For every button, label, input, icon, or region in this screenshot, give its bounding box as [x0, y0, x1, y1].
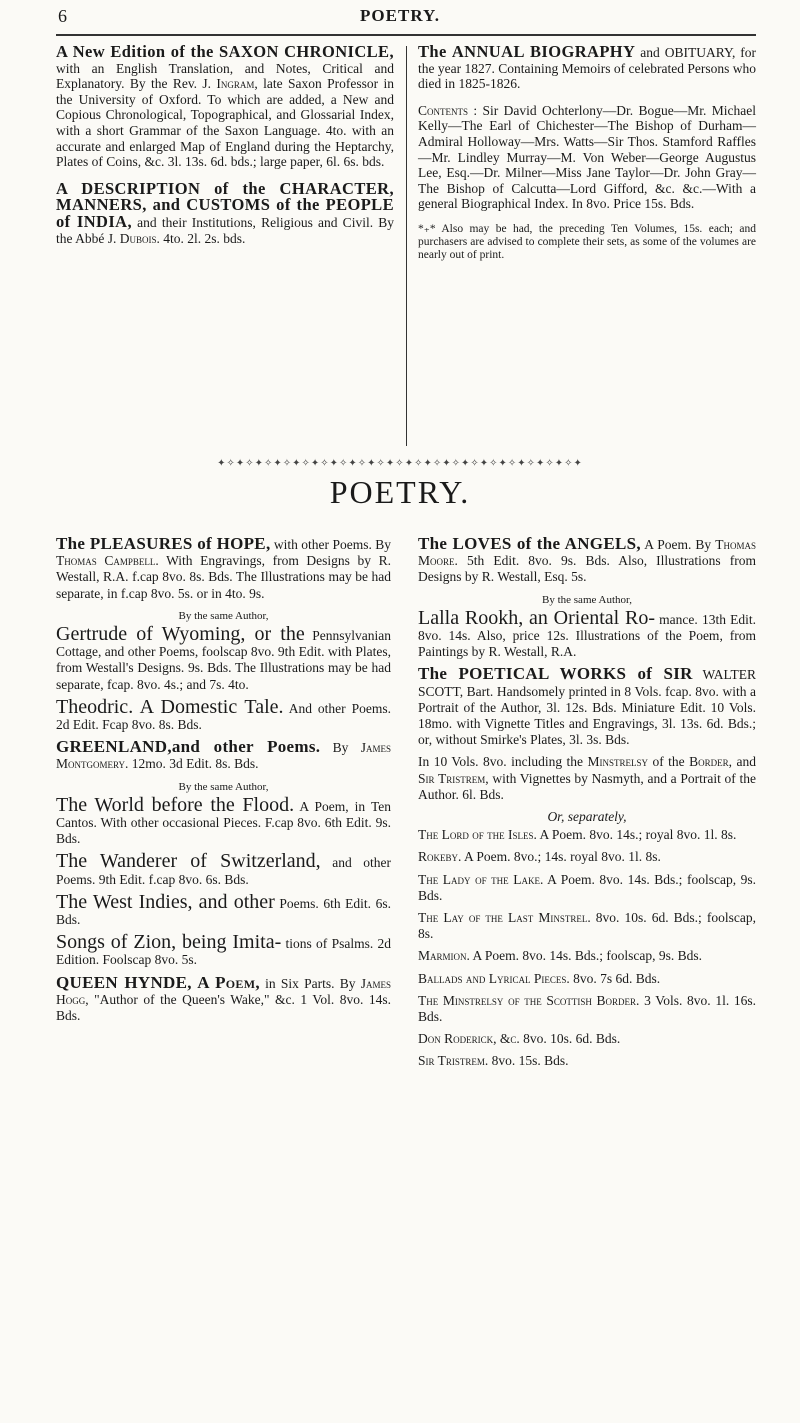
listing-title: The LOVES of the ANGELS, — [418, 534, 641, 553]
contents-text: Sir David Ochterlony—Dr. Bogue—Mr. Michael Kelly—The Earl of Chichester—The Bishop of Durham—Admiral Holloway—Mrs. Watts—Sir Thos. Stamford Raffles—Mr. Lindley Murray—M. Von Weber—George Augustus Lee, Esq.—Dr. Milner—Miss Jane Taylor—Dr. John Gray—The Bishop of Calcutta—Lord Gifford, &c. &c.—With a general Biographical Index. In 8vo. Price 15s. Bds. — [418, 102, 756, 212]
list-item — [418, 1053, 756, 1069]
listing-gertrude — [56, 623, 391, 693]
listing-title: The West Indies, and other — [56, 890, 275, 913]
author-name: James Montgomery. — [56, 740, 391, 772]
listing-title-part: Poem, — [215, 972, 260, 992]
work-name: The Lord of the Isles. — [418, 827, 537, 843]
listing-text: A Poem. By — [640, 537, 716, 552]
listing-text: WALTER SCOTT, Bart. Handsomely printed in 8 Vols. fcap. 8vo. with a Portrait of the Author, 3l. 12s. Bds. Miniature Edit. 10 Vols. 18mo. with Vignette Titles and Engravings, 3l. 13s. 6d. Bds.; or, without Smirke's Plates, 3l. 3s. Bds. — [418, 667, 756, 748]
work-name: Minstrelsy — [587, 754, 649, 770]
list-item — [418, 948, 756, 964]
listing-text: With Engravings, from Designs by R. Westall, R.A. f.cap 8vo. 8s. Bds. The Illustrations may be had separate, in f.cap 8vo. 5s. or in 4to. 9s. — [56, 553, 391, 601]
work-name: The Minstrelsy of the Scottish Border. — [418, 992, 640, 1008]
listing-text: And other Poems. 2d Edit. Fcap 8vo. 8s. Bds. — [56, 700, 391, 733]
list-item — [418, 849, 756, 865]
right-column — [418, 44, 756, 273]
author-name: Dubois. — [119, 230, 160, 246]
listing-queen-hynde — [56, 972, 392, 1025]
list-item — [418, 993, 756, 1025]
section-title: POETRY. — [329, 474, 471, 510]
listing-text: and OBITUARY, for the year 1827. Containing Memoirs of celebrated Persons who died in 1825-1826. — [418, 45, 757, 92]
listing-note: *₊* Also may be had, the preceding Ten Volumes, 15s. each; and purchasers are advised to complete their sets, as some of the volumes are nearly out of print. — [418, 222, 756, 261]
byline: By the same Author, — [542, 593, 632, 606]
listing-title: A DESCRIPTION of the CHARACTER, MANNERS, and CUSTOMS of the PEOPLE of INDIA, — [56, 178, 394, 231]
list-item — [418, 1031, 756, 1047]
listing-title: QUEEN HYNDE, A — [56, 972, 210, 992]
listing-text: 8vo. 10s. 6d. Bds. — [519, 1031, 621, 1047]
listing-text: A Poem. 8vo.; 14s. royal 8vo. 1l. 8s. — [461, 849, 661, 865]
listing-text: 8vo. 15s. Bds. — [488, 1053, 569, 1069]
work-name: The Lady of the Lake. — [418, 871, 544, 887]
work-name: Rokeby. — [418, 849, 462, 865]
author-name: Ingram, — [216, 76, 258, 92]
listing-title: A New Edition of the SAXON CHRONICLE, — [56, 42, 394, 61]
listing-title: Theodric. A Domestic Tale. — [56, 695, 284, 718]
poetry-listings — [56, 536, 756, 1416]
listing-text: In 10 Vols. 8vo. including the — [418, 754, 588, 770]
listing-pleasures-of-hope — [56, 536, 391, 602]
listing-text: of the — [648, 754, 690, 770]
listing-text: with other Poems. By — [270, 537, 391, 552]
listing-text: "Author of the Queen's Wake," &c. 1 Vol. 8vo. 14s. Bds. — [56, 991, 391, 1024]
column-divider — [406, 46, 407, 446]
separately-heading: Or, separately, — [547, 809, 627, 825]
list-item — [418, 872, 756, 904]
listing-text: A Poem, in Ten Cantos. With other occasional Pieces. F.cap 8vo. 6th Edit. 9s. Bds. — [56, 798, 391, 847]
contents-label: Contents : — [418, 102, 478, 118]
listing-text: with an English Translation, and Notes, Critical and Explanatory. By the Rev. J. — [56, 60, 394, 92]
poetry-left-column — [56, 536, 391, 1030]
left-column — [56, 44, 394, 257]
listing-scott-works — [418, 666, 756, 748]
poetry-right-column — [418, 536, 756, 1076]
listing-india — [56, 178, 395, 246]
list-item — [418, 910, 756, 942]
listing-title: Gertrude of Wyoming, or the — [56, 623, 305, 646]
listing-text: in Six Parts. By — [259, 975, 361, 991]
work-name: Border, — [689, 754, 733, 770]
listing-theodric — [56, 695, 391, 733]
listing-greenland — [56, 739, 391, 772]
listing-text: mance. 13th Edit. 8vo. 14s. Also, price 12s. Illustrations of the Poem, from Paintings by R. Westall, R.A. — [418, 611, 756, 660]
listing-lalla-rookh — [418, 606, 756, 661]
listing-annual-biography — [418, 44, 756, 92]
listing-text: 5th Edit. 8vo. 9s. Bds. Also, Illustrations from Designs by R. Westall, Esq. 5s. — [418, 553, 756, 585]
listing-text: and other Poems. 9th Edit. f.cap 8vo. 6s. Bds. — [56, 855, 391, 887]
listing-text: and — [732, 754, 756, 770]
work-name: Ballads and Lyrical Pieces. — [418, 970, 570, 986]
listing-text: A Poem. 8vo. 14s. Bds.; foolscap, 9s. Bds. — [469, 948, 703, 964]
listing-text: late Saxon Professor in the University of Oxford. To which are added, a New and Copious Chronological, Topographical, and Glossarial Index, with a short Grammar of the Saxon Language. 4to. with an accurate and enlarged Map of England during the Heptarchy, Plates of Coins, &c. 3l. 13s. 6d. bds.; large paper, 6l. 6s. bds. — [56, 76, 394, 170]
work-name: Marmion. — [418, 948, 470, 964]
list-item — [418, 827, 756, 843]
listing-text: Pennsylvanian Cottage, and other Poems, foolscap 8vo. 9th Edit. with Plates, from Westall's Designs. 9s. Bds. The Illustrations may be had separate, fcap. 8vo. 4s.; and 7s. 4to. — [56, 628, 391, 692]
advertisement-block — [56, 44, 756, 446]
listing-title: The Wanderer of Switzerland, — [56, 850, 321, 873]
listing-west-indies — [56, 890, 391, 928]
page-number: 6 — [58, 6, 67, 26]
list-item — [418, 971, 756, 987]
listing-title: The PLEASURES of HOPE, — [56, 534, 271, 553]
byline: By the same Author, — [178, 609, 269, 622]
running-title: POETRY. — [360, 6, 440, 25]
byline: By the same Author, — [178, 780, 269, 793]
author-name: Thomas Campbell. — [56, 553, 159, 569]
listing-text: 8vo. 10s. 6d. Bds.; foolscap, 8s. — [418, 910, 756, 942]
listing-title: The POETICAL WORKS of SIR — [418, 664, 693, 684]
listing-title: Songs of Zion, being Imita- — [56, 931, 282, 954]
work-name: The Lay of the Last Minstrel. — [418, 910, 591, 926]
running-head — [0, 4, 800, 34]
listing-text: tions of Psalms. 2d Edition. Foolscap 8vo. 5s. — [56, 936, 391, 968]
listing-saxon-chronicle — [56, 44, 394, 170]
header-rule — [56, 34, 756, 36]
work-name: Sir Tristrem, — [418, 770, 489, 786]
listing-songs-of-zion — [56, 931, 391, 968]
listing-wanderer — [56, 850, 391, 887]
listing-text: 12mo. 3d Edit. 8s. Bds. — [128, 756, 259, 772]
work-name: Don Roderick, &c. — [418, 1031, 520, 1047]
listing-contents — [418, 103, 756, 212]
author-name: Thomas Moore. — [418, 537, 756, 569]
listing-text: 4to. 2l. 2s. bds. — [159, 230, 246, 246]
listing-title: The World before the Flood. — [56, 793, 295, 816]
listing-text: 8vo. 7s 6d. Bds. — [569, 970, 661, 986]
author-name: James Hogg, — [56, 975, 392, 1007]
listing-world-before-flood — [56, 793, 391, 848]
listing-text: A Poem. 8vo. 14s.; royal 8vo. 1l. 8s. — [536, 827, 737, 843]
listing-text: A Poem. 8vo. 14s. Bds.; foolscap, 9s. Bds. — [418, 871, 757, 903]
listing-loves-of-angels — [418, 536, 756, 586]
listing-title: GREENLAND,and other Poems. — [56, 737, 321, 757]
listing-text: 3 Vols. 8vo. 1l. 16s. Bds. — [418, 992, 757, 1025]
listing-title: The ANNUAL BIOGRAPHY — [418, 42, 636, 61]
listing-text: Poems. 6th Edit. 6s. Bds. — [56, 895, 391, 928]
listing-text: with Vignettes by Nasmyth, and a Portrait of the Author. 6l. Bds. — [418, 770, 756, 802]
listing-scott-ten-vols — [418, 754, 756, 803]
listing-title: Lalla Rookh, an Oriental Ro- — [418, 606, 656, 629]
listing-text: By — [320, 740, 361, 756]
work-name: Sir Tristrem. — [418, 1053, 489, 1069]
ornamental-rule: ✦✧✦✧✦✧✦✧✦✧✦✧✦✧✦✧✦✧✦✧✦✧✦✧✦✧✦✧✦✧✦✧✦✧✦✧✦✧✦ — [217, 458, 583, 469]
listing-text: and their Institutions, Religious and Civil. By the Abbé J. — [56, 214, 395, 246]
